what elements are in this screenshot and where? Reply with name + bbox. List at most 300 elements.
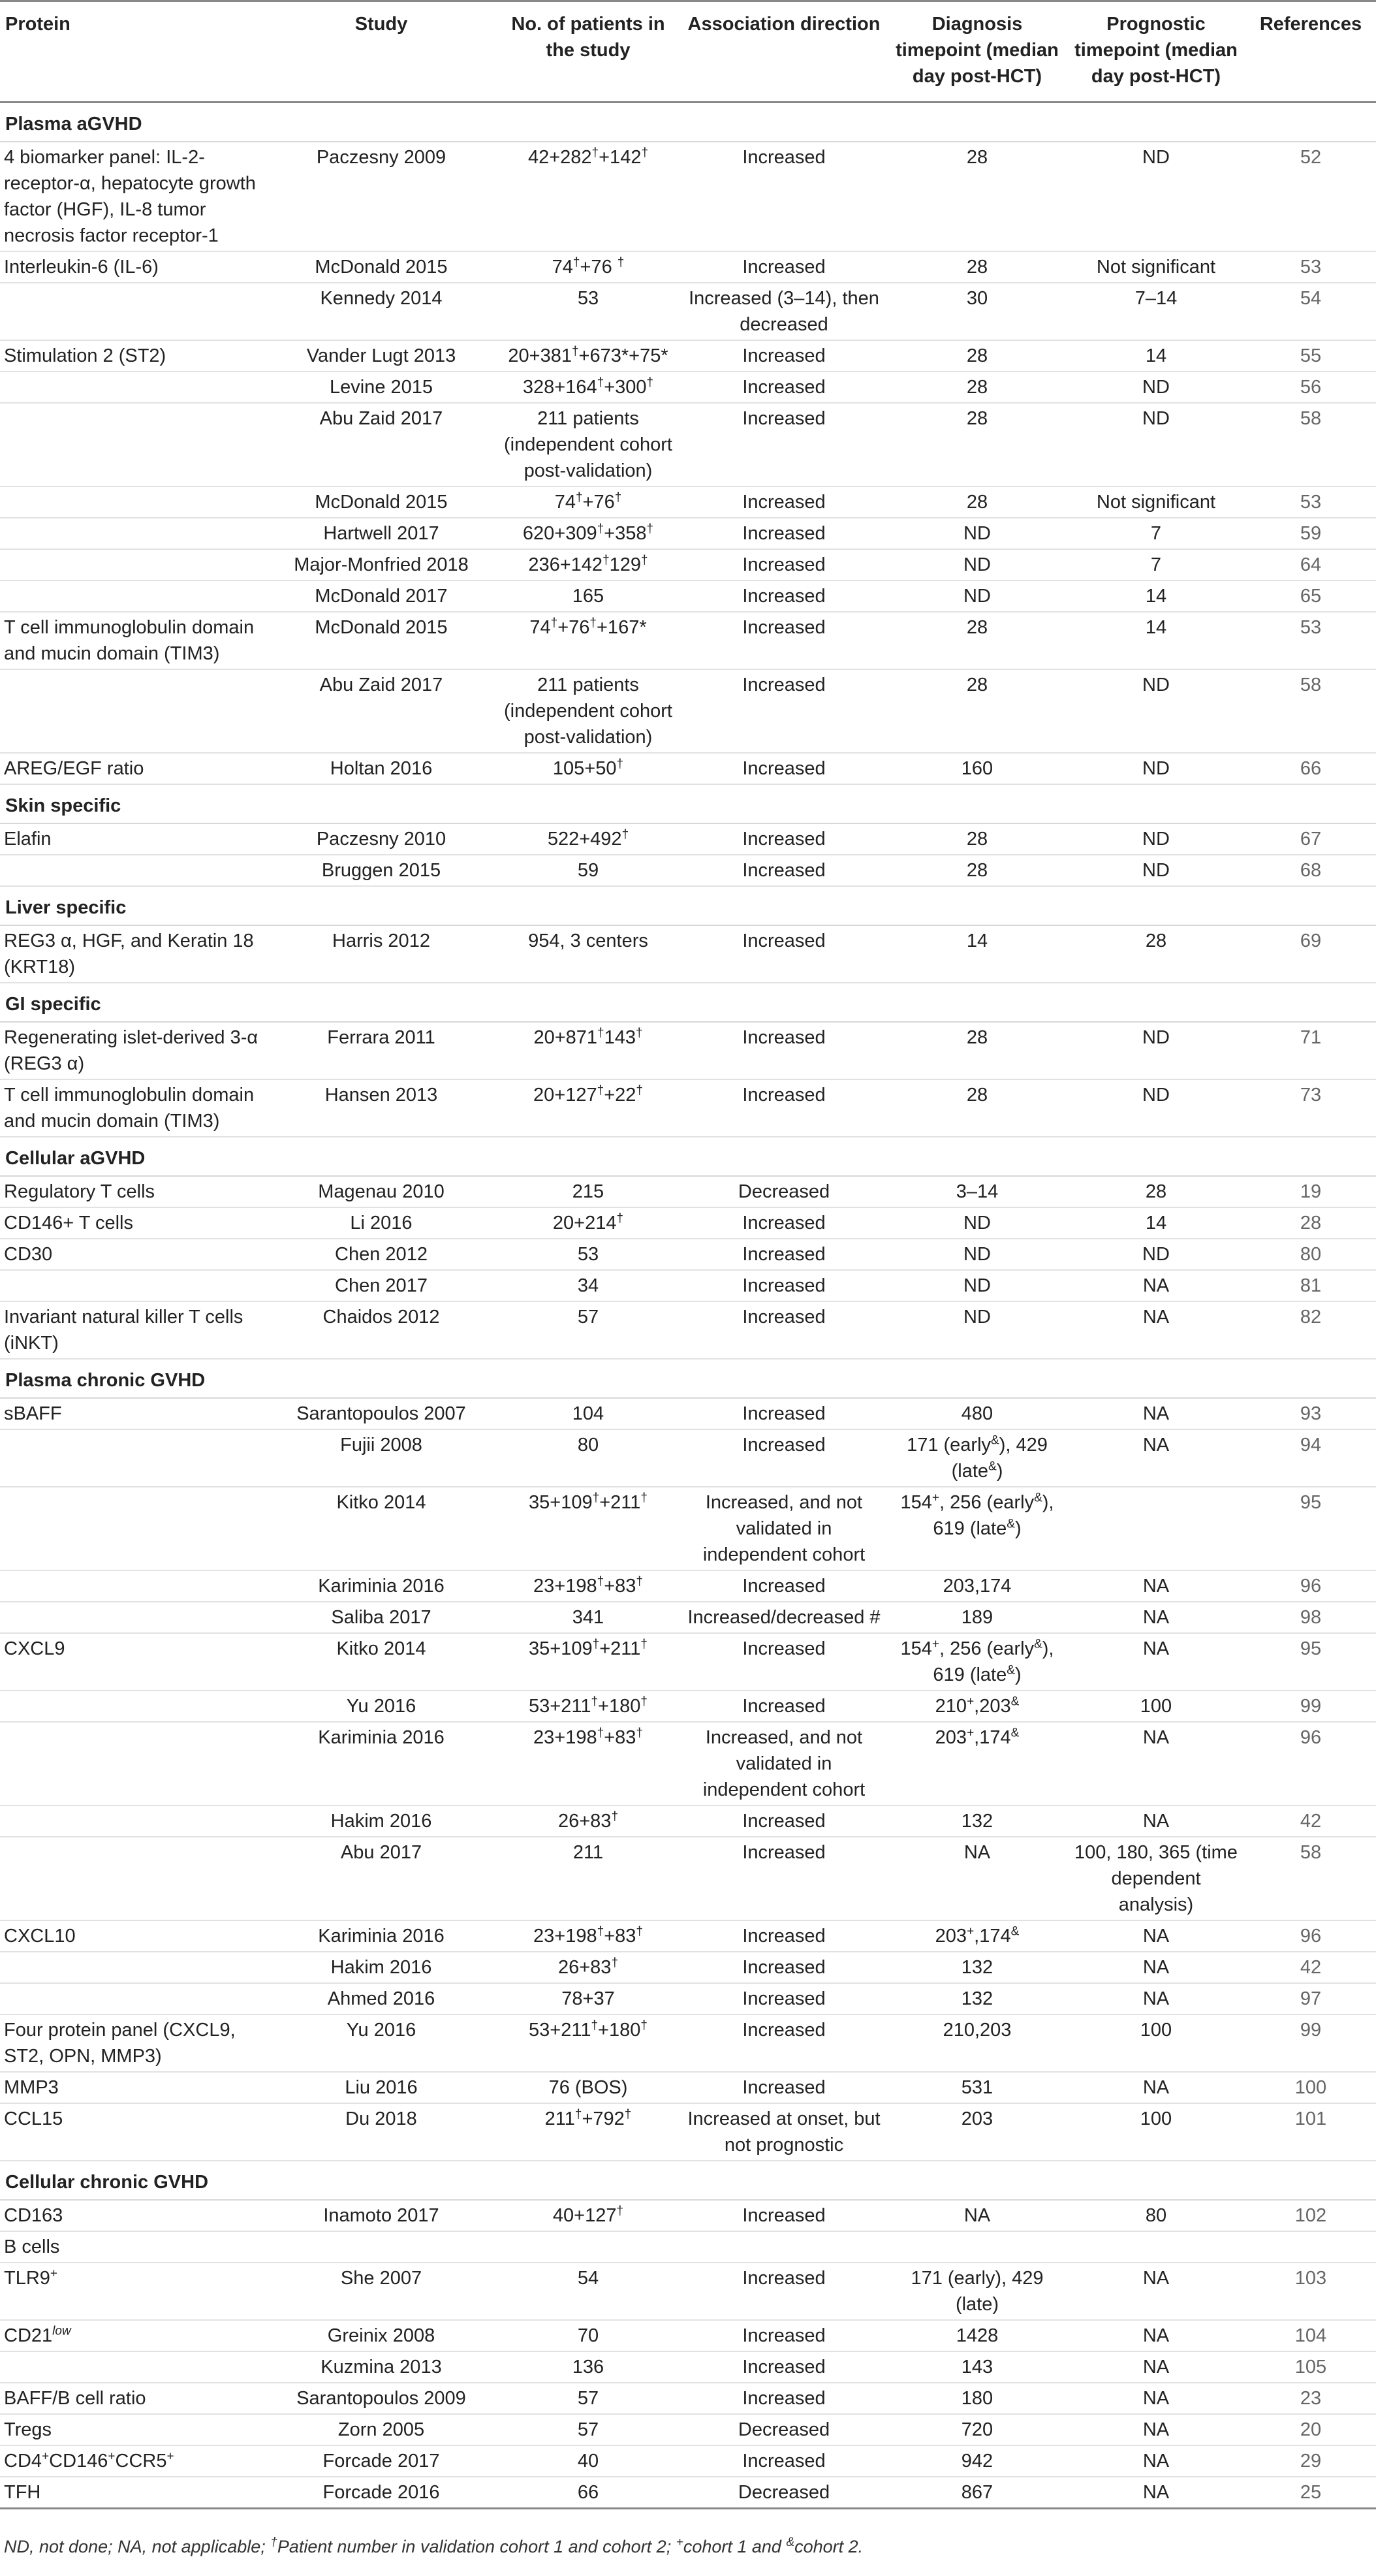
reference-cell: 68 [1245, 855, 1376, 886]
protein-cell [0, 1952, 266, 1983]
reference-cell: 58 [1245, 1837, 1376, 1920]
table-row [0, 2351, 1376, 2383]
table-row [0, 855, 1376, 886]
prognostic-cell: ND [1067, 372, 1245, 403]
prognostic-cell: ND [1067, 669, 1245, 753]
diagnosis-cell: 720 [888, 2414, 1067, 2445]
reference-cell: 69 [1245, 925, 1376, 983]
study-cell: Du 2018 [266, 2103, 496, 2161]
diagnosis-cell: ND [888, 1301, 1067, 1359]
association-cell: Increased [680, 1633, 888, 1691]
protein-cell [0, 1487, 266, 1570]
table-row [0, 1301, 1376, 1359]
table-row [0, 486, 1376, 518]
patients-cell: 211 patients (independent cohort post-validation) [496, 403, 680, 486]
association-cell: Increased [680, 925, 888, 983]
association-cell: Increased [680, 403, 888, 486]
section-heading: Cellular aGVHD [0, 1137, 1376, 1176]
protein-cell: Invariant natural killer T cells (iNKT) [0, 1301, 266, 1359]
table-row [0, 2320, 1376, 2351]
association-cell: Increased [680, 1207, 888, 1239]
prognostic-cell: 80 [1067, 2200, 1245, 2231]
prognostic-cell: 14 [1067, 612, 1245, 669]
table-row [0, 142, 1376, 251]
section-heading: GI specific [0, 983, 1376, 1022]
patients-cell: 54 [496, 2263, 680, 2320]
study-cell: Hansen 2013 [266, 1079, 496, 1137]
protein-cell [0, 669, 266, 753]
protein-cell [0, 403, 266, 486]
patients-cell: 26+83† [496, 1952, 680, 1983]
section-row [0, 1359, 1376, 1398]
study-cell: McDonald 2015 [266, 612, 496, 669]
diagnosis-cell: 203,174 [888, 1570, 1067, 1602]
prognostic-cell: 100 [1067, 1691, 1245, 1722]
prognostic-cell: NA [1067, 1920, 1245, 1952]
patients-cell: 53+211†+180† [496, 1691, 680, 1722]
protein-cell: CD30 [0, 1239, 266, 1270]
protein-cell: $CD21^{low}$ [0, 2320, 266, 2351]
association-cell: Increased, and not validated in independent cohort [680, 1722, 888, 1805]
prognostic-cell [1067, 2231, 1245, 2263]
prognostic-cell: 100 [1067, 2014, 1245, 2072]
patients-cell: 42+282†+142† [496, 142, 680, 251]
prognostic-cell: 7 [1067, 518, 1245, 549]
reference-cell: 59 [1245, 518, 1376, 549]
section-row [0, 2161, 1376, 2200]
study-cell: Ahmed 2016 [266, 1983, 496, 2014]
study-cell: Hakim 2016 [266, 1805, 496, 1837]
prognostic-cell: NA [1067, 1398, 1245, 1429]
reference-cell: 67 [1245, 823, 1376, 855]
protein-cell [0, 486, 266, 518]
association-cell: Increased [680, 1079, 888, 1137]
association-cell: Increased (3–14), then decreased [680, 283, 888, 340]
association-cell: Increased [680, 518, 888, 549]
reference-cell: 52 [1245, 142, 1376, 251]
reference-cell: 53 [1245, 251, 1376, 283]
header-association: Association direction [680, 1, 888, 103]
diagnosis-cell: ND [888, 549, 1067, 580]
diagnosis-cell: 28 [888, 1022, 1067, 1079]
study-cell: Abu Zaid 2017 [266, 403, 496, 486]
reference-cell: 96 [1245, 1570, 1376, 1602]
patients-cell: 211 patients (independent cohort post-validation) [496, 669, 680, 753]
patients-cell: 53 [496, 283, 680, 340]
protein-cell [0, 518, 266, 549]
association-cell: Increased [680, 2320, 888, 2351]
reference-cell: 93 [1245, 1398, 1376, 1429]
protein-cell [0, 283, 266, 340]
table-row [0, 580, 1376, 612]
protein-cell: CD163 [0, 2200, 266, 2231]
protein-cell [0, 549, 266, 580]
header-prognostic-timepoint: Prognostic timepoint (median day post-HCT) [1067, 1, 1245, 103]
table-row [0, 340, 1376, 372]
diagnosis-cell: 28 [888, 251, 1067, 283]
study-cell: Saliba 2017 [266, 1602, 496, 1633]
patients-cell: 57 [496, 2383, 680, 2414]
association-cell: Increased [680, 1952, 888, 1983]
diagnosis-cell: 28 [888, 142, 1067, 251]
diagnosis-cell: 171 (early), 429 (late) [888, 2263, 1067, 2320]
table-row [0, 1176, 1376, 1207]
protein-cell: Regenerating islet-derived 3-α (REG3 α) [0, 1022, 266, 1079]
prognostic-cell: NA [1067, 1633, 1245, 1691]
prognostic-cell: NA [1067, 1805, 1245, 1837]
association-cell: Increased [680, 1837, 888, 1920]
study-cell: Forcade 2017 [266, 2445, 496, 2477]
protein-cell: CD4+CD146+CCR5+ [0, 2445, 266, 2477]
protein-cell: Interleukin-6 (IL-6) [0, 251, 266, 283]
reference-cell: 80 [1245, 1239, 1376, 1270]
table-row [0, 372, 1376, 403]
study-cell: Kariminia 2016 [266, 1570, 496, 1602]
study-cell: She 2007 [266, 2263, 496, 2320]
study-cell: Holtan 2016 [266, 753, 496, 784]
patients-cell: 26+83† [496, 1805, 680, 1837]
table-row [0, 753, 1376, 784]
association-cell: Increased [680, 251, 888, 283]
prognostic-cell: ND [1067, 1239, 1245, 1270]
diagnosis-cell: ND [888, 580, 1067, 612]
table-row [0, 1270, 1376, 1301]
reference-cell: 98 [1245, 1602, 1376, 1633]
patients-cell: 341 [496, 1602, 680, 1633]
diagnosis-cell: 28 [888, 855, 1067, 886]
protein-cell [0, 1691, 266, 1722]
reference-cell: 82 [1245, 1301, 1376, 1359]
diagnosis-cell: 143 [888, 2351, 1067, 2383]
table-row [0, 1429, 1376, 1487]
patients-cell [496, 2231, 680, 2263]
reference-cell: 25 [1245, 2477, 1376, 2509]
reference-cell: 64 [1245, 549, 1376, 580]
patients-cell: 328+164†+300† [496, 372, 680, 403]
association-cell: Increased [680, 823, 888, 855]
table-row [0, 1983, 1376, 2014]
prognostic-cell: 14 [1067, 1207, 1245, 1239]
protein-cell: Tregs [0, 2414, 266, 2445]
prognostic-cell: NA [1067, 1270, 1245, 1301]
protein-cell [0, 1722, 266, 1805]
prognostic-cell: NA [1067, 1602, 1245, 1633]
study-cell: Major-Monfried 2018 [266, 549, 496, 580]
study-cell: Sarantopoulos 2007 [266, 1398, 496, 1429]
protein-cell: B cells [0, 2231, 266, 2263]
reference-cell: 73 [1245, 1079, 1376, 1137]
protein-cell: T cell immunoglobulin domain and mucin domain (TIM3) [0, 1079, 266, 1137]
diagnosis-cell: ND [888, 1239, 1067, 1270]
table-row [0, 1691, 1376, 1722]
patients-cell: 23+198†+83† [496, 1920, 680, 1952]
protein-cell [0, 372, 266, 403]
diagnosis-cell: 480 [888, 1398, 1067, 1429]
patients-cell: 35+109†+211† [496, 1633, 680, 1691]
study-cell: Abu 2017 [266, 1837, 496, 1920]
diagnosis-cell: 180 [888, 2383, 1067, 2414]
diagnosis-cell: NA [888, 2200, 1067, 2231]
patients-cell: 57 [496, 1301, 680, 1359]
diagnosis-cell: 171 (early&), 429 (late&) [888, 1429, 1067, 1487]
reference-cell: 99 [1245, 1691, 1376, 1722]
association-cell: Increased [680, 549, 888, 580]
protein-cell: Four protein panel (CXCL9, ST2, OPN, MMP3) [0, 2014, 266, 2072]
protein-cell [0, 1983, 266, 2014]
study-cell: Vander Lugt 2013 [266, 340, 496, 372]
prognostic-cell: NA [1067, 1570, 1245, 1602]
protein-cell [0, 1837, 266, 1920]
study-cell: Harris 2012 [266, 925, 496, 983]
protein-cell [0, 580, 266, 612]
study-cell: Sarantopoulos 2009 [266, 2383, 496, 2414]
association-cell: Decreased [680, 2477, 888, 2509]
diagnosis-cell: 28 [888, 340, 1067, 372]
reference-cell: 66 [1245, 753, 1376, 784]
reference-cell [1245, 2231, 1376, 2263]
diagnosis-cell: 28 [888, 403, 1067, 486]
association-cell: Increased [680, 486, 888, 518]
section-heading: Skin specific [0, 784, 1376, 823]
association-cell: Increased [680, 855, 888, 886]
association-cell: Increased [680, 753, 888, 784]
patients-cell: 35+109†+211† [496, 1487, 680, 1570]
diagnosis-cell: 28 [888, 486, 1067, 518]
protein-cell: AREG/EGF ratio [0, 753, 266, 784]
protein-cell: 4 biomarker panel: IL-2-receptor-α, hepatocyte growth factor (HGF), IL-8 tumor necrosis factor receptor-1 [0, 142, 266, 251]
table-row [0, 823, 1376, 855]
prognostic-cell: ND [1067, 855, 1245, 886]
table-row [0, 549, 1376, 580]
association-cell: Increased [680, 2351, 888, 2383]
table-row [0, 1239, 1376, 1270]
reference-cell: 101 [1245, 2103, 1376, 2161]
prognostic-cell: NA [1067, 2351, 1245, 2383]
diagnosis-cell: 132 [888, 1983, 1067, 2014]
diagnosis-cell: 210,203 [888, 2014, 1067, 2072]
table-row [0, 1022, 1376, 1079]
patients-cell: 57 [496, 2414, 680, 2445]
table-row [0, 2231, 1376, 2263]
diagnosis-cell: 132 [888, 1952, 1067, 1983]
header-diagnosis-timepoint: Diagnosis timepoint (median day post-HCT) [888, 1, 1067, 103]
table-row [0, 1602, 1376, 1633]
prognostic-cell: 14 [1067, 340, 1245, 372]
prognostic-cell: NA [1067, 1301, 1245, 1359]
association-cell: Increased/decreased # [680, 1602, 888, 1633]
patients-cell: 80 [496, 1429, 680, 1487]
patients-cell: 74†+76 † [496, 251, 680, 283]
table-row [0, 2445, 1376, 2477]
diagnosis-cell: 132 [888, 1805, 1067, 1837]
protein-cell: sBAFF [0, 1398, 266, 1429]
association-cell: Increased [680, 1570, 888, 1602]
protein-cell: Stimulation 2 (ST2) [0, 340, 266, 372]
association-cell: Increased [680, 1270, 888, 1301]
association-cell: Increased [680, 1239, 888, 1270]
diagnosis-cell: 28 [888, 823, 1067, 855]
table-row [0, 2200, 1376, 2231]
reference-cell: 100 [1245, 2072, 1376, 2103]
prognostic-cell: Not significant [1067, 486, 1245, 518]
prognostic-cell: 7–14 [1067, 283, 1245, 340]
reference-cell: 105 [1245, 2351, 1376, 2383]
section-row [0, 983, 1376, 1022]
table-row [0, 2072, 1376, 2103]
study-cell: Yu 2016 [266, 2014, 496, 2072]
prognostic-cell: NA [1067, 2263, 1245, 2320]
table-row [0, 283, 1376, 340]
table-row [0, 1920, 1376, 1952]
table-row [0, 1398, 1376, 1429]
reference-cell: 96 [1245, 1722, 1376, 1805]
association-cell: Increased [680, 1691, 888, 1722]
protein-cell: TFH [0, 2477, 266, 2509]
association-cell: Increased [680, 2383, 888, 2414]
table-row [0, 1722, 1376, 1805]
diagnosis-cell: 160 [888, 753, 1067, 784]
association-cell: Decreased [680, 2414, 888, 2445]
association-cell: Increased [680, 612, 888, 669]
study-cell: Kariminia 2016 [266, 1722, 496, 1805]
protein-cell [0, 1570, 266, 1602]
reference-cell: 65 [1245, 580, 1376, 612]
association-cell: Increased [680, 1301, 888, 1359]
section-row [0, 886, 1376, 925]
patients-cell: 211†+792† [496, 2103, 680, 2161]
header-protein: Protein [0, 1, 266, 103]
reference-cell: 95 [1245, 1487, 1376, 1570]
prognostic-cell: NA [1067, 1952, 1245, 1983]
patients-cell: 20+214† [496, 1207, 680, 1239]
prognostic-cell: ND [1067, 403, 1245, 486]
patients-cell: 78+37 [496, 1983, 680, 2014]
section-heading: Cellular chronic GVHD [0, 2161, 1376, 2200]
association-cell: Increased [680, 2263, 888, 2320]
association-cell: Increased [680, 2072, 888, 2103]
diagnosis-cell: NA [888, 1837, 1067, 1920]
protein-cell: CCL15 [0, 2103, 266, 2161]
reference-cell: 56 [1245, 372, 1376, 403]
association-cell: Increased [680, 2014, 888, 2072]
header-patients: No. of patients in the study [496, 1, 680, 103]
table-row [0, 1837, 1376, 1920]
reference-cell: 19 [1245, 1176, 1376, 1207]
prognostic-cell [1067, 1487, 1245, 1570]
reference-cell: 97 [1245, 1983, 1376, 2014]
table-row [0, 1633, 1376, 1691]
diagnosis-cell: 203+,174& [888, 1722, 1067, 1805]
diagnosis-cell: 14 [888, 925, 1067, 983]
protein-cell: MMP3 [0, 2072, 266, 2103]
table-row [0, 1079, 1376, 1137]
patients-cell: 236+142†129† [496, 549, 680, 580]
study-cell: McDonald 2015 [266, 486, 496, 518]
study-cell: Li 2016 [266, 1207, 496, 1239]
section-heading: Plasma aGVHD [0, 103, 1376, 142]
table-row [0, 2014, 1376, 2072]
study-cell: McDonald 2017 [266, 580, 496, 612]
protein-cell [0, 1602, 266, 1633]
prognostic-cell: NA [1067, 2445, 1245, 2477]
diagnosis-cell: 28 [888, 1079, 1067, 1137]
patients-cell: 20+871†143† [496, 1022, 680, 1079]
patients-cell: 40 [496, 2445, 680, 2477]
patients-cell: 66 [496, 2477, 680, 2509]
prognostic-cell: ND [1067, 823, 1245, 855]
reference-cell: 42 [1245, 1805, 1376, 1837]
diagnosis-cell: 942 [888, 2445, 1067, 2477]
diagnosis-cell: 531 [888, 2072, 1067, 2103]
reference-cell: 94 [1245, 1429, 1376, 1487]
reference-cell: 53 [1245, 612, 1376, 669]
prognostic-cell: NA [1067, 1429, 1245, 1487]
protein-cell: CD146+ T cells [0, 1207, 266, 1239]
reference-cell: 23 [1245, 2383, 1376, 2414]
association-cell: Increased [680, 1920, 888, 1952]
association-cell: Increased [680, 1805, 888, 1837]
reference-cell: 81 [1245, 1270, 1376, 1301]
reference-cell: 104 [1245, 2320, 1376, 2351]
section-row [0, 1137, 1376, 1176]
diagnosis-cell: 28 [888, 372, 1067, 403]
patients-cell: 211 [496, 1837, 680, 1920]
patients-cell: 105+50† [496, 753, 680, 784]
protein-cell [0, 2351, 266, 2383]
association-cell: Increased [680, 1429, 888, 1487]
reference-cell: 103 [1245, 2263, 1376, 2320]
reference-cell: 99 [1245, 2014, 1376, 2072]
diagnosis-cell: ND [888, 1270, 1067, 1301]
study-cell: Fujii 2008 [266, 1429, 496, 1487]
study-cell: Chen 2012 [266, 1239, 496, 1270]
prognostic-cell: 28 [1067, 1176, 1245, 1207]
patients-cell: 954, 3 centers [496, 925, 680, 983]
study-cell: Paczesny 2010 [266, 823, 496, 855]
association-cell: Increased [680, 1398, 888, 1429]
reference-cell: 55 [1245, 340, 1376, 372]
table-row [0, 1570, 1376, 1602]
table-row [0, 251, 1376, 283]
patients-cell: 23+198†+83† [496, 1722, 680, 1805]
table-row [0, 403, 1376, 486]
table-row [0, 1805, 1376, 1837]
patients-cell: 74†+76†+167* [496, 612, 680, 669]
study-cell: Abu Zaid 2017 [266, 669, 496, 753]
prognostic-cell: ND [1067, 142, 1245, 251]
patients-cell: 70 [496, 2320, 680, 2351]
diagnosis-cell: 867 [888, 2477, 1067, 2509]
header-references: References [1245, 1, 1376, 103]
association-cell: Increased, and not validated in independent cohort [680, 1487, 888, 1570]
association-cell: Increased at onset, but not prognostic [680, 2103, 888, 2161]
reference-cell: 96 [1245, 1920, 1376, 1952]
patients-cell: 20+127†+22† [496, 1079, 680, 1137]
association-cell: Increased [680, 1022, 888, 1079]
association-cell: Increased [680, 580, 888, 612]
protein-cell: REG3 α, HGF, and Keratin 18 (KRT18) [0, 925, 266, 983]
reference-cell: 71 [1245, 1022, 1376, 1079]
table-row [0, 1487, 1376, 1570]
protein-cell [0, 1805, 266, 1837]
table-row [0, 2263, 1376, 2320]
prognostic-cell: 7 [1067, 549, 1245, 580]
patients-cell: 53+211†+180† [496, 2014, 680, 2072]
association-cell: Increased [680, 2200, 888, 2231]
association-cell: Increased [680, 2445, 888, 2477]
table-row [0, 1207, 1376, 1239]
association-cell: Increased [680, 142, 888, 251]
